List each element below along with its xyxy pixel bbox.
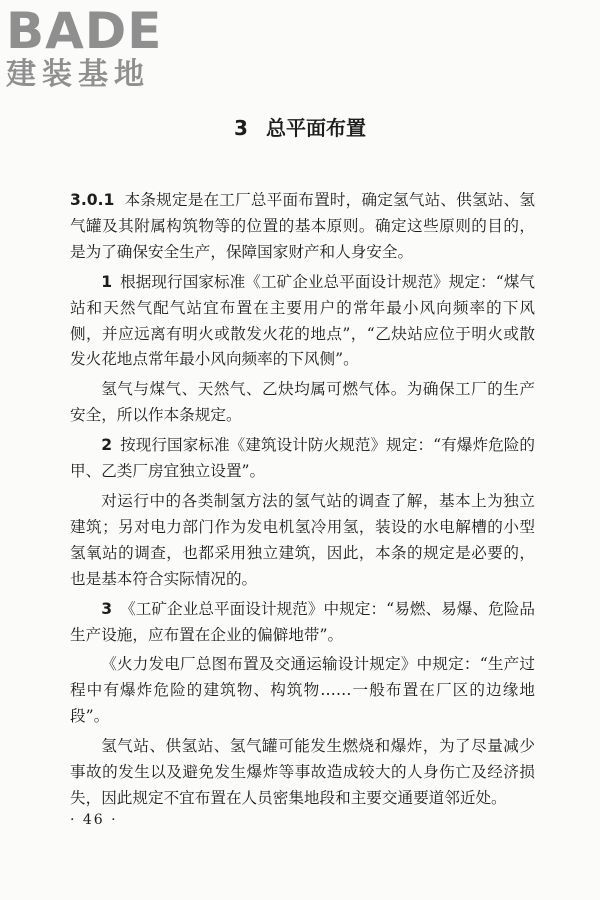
clause-paragraph xyxy=(70,188,535,266)
paragraph-text: 对运行中的各类制氢方法的氢气站的调查了解，基本上为独立建筑；另对电力部门作为发电机氢冷用氢，装设的水电解槽的小型氢氧站的调查，也都采用独立建筑，因此，本条的规定是必要的，也是基本符合实际情况的。 xyxy=(70,491,535,588)
chapter-number: 3 xyxy=(234,116,248,140)
item-number: 3 xyxy=(101,599,113,618)
chapter-title: 总平面布置 xyxy=(265,116,366,140)
page-number: · 46 · xyxy=(70,812,118,828)
body-paragraph xyxy=(70,377,535,429)
paragraph-text: 氢气与煤气、天然气、乙炔均属可燃气体。为确保工厂的生产安全，所以作本条规定。 xyxy=(70,380,535,425)
body-paragraph xyxy=(70,489,535,593)
body-paragraph xyxy=(70,734,535,812)
paragraph-text: 氢气站、供氢站、氢气罐可能发生燃烧和爆炸，为了尽量减少事故的发生以及避免发生爆炸等事故造成较大的人身伤亡及经济损失，因此规定不宜布置在人员密集地段和主要交通要道邻近处。 xyxy=(70,737,535,807)
paragraph-text: 根据现行国家标准《工矿企业总平面设计规范》规定：“煤气站和天然气配气站宜布置在主要用户的常年最小风向频率的下风侧，并应远离有明火或散发火花的地点”，“乙炔站应位于明火或散发火花地点常年最小风向频率的下风侧”。 xyxy=(70,272,535,369)
body-paragraph xyxy=(70,433,535,485)
paragraph-text: 按现行国家标准《建筑设计防火规范》规定：“有爆炸危险的甲、乙类厂房宜独立设置”。 xyxy=(70,436,535,481)
chapter-heading xyxy=(0,112,600,141)
page-body xyxy=(70,188,535,816)
paragraph-text: 《火力发电厂总图布置及交通运输设计规定》中规定：“生产过程中有爆炸危险的建筑物、构筑物……一般布置在厂区的边缘地段”。 xyxy=(70,655,535,726)
logo-subtitle: 建装基地 xyxy=(6,57,150,92)
paragraph-text: 《工矿企业总平面设计规范》中规定：“易燃、易爆、危险品生产设施，应布置在企业的偏僻地带”。 xyxy=(70,599,535,644)
brand-logo xyxy=(6,4,186,92)
logo-wordmark: BADE xyxy=(6,2,163,60)
body-paragraph xyxy=(70,652,535,730)
body-paragraph xyxy=(70,270,535,374)
clause-text: 本条规定是在工厂总平面布置时，确定氢气站、供氢站、氢气罐及其附属构筑物等的位置的基本原则。确定这些原则的目的，是为了确保安全生产，保障国家财产和人身安全。 xyxy=(70,191,535,261)
item-number: 1 xyxy=(101,272,113,291)
body-paragraph xyxy=(70,597,535,649)
item-number: 2 xyxy=(101,436,113,455)
clause-number: 3.0.1 xyxy=(70,191,115,209)
